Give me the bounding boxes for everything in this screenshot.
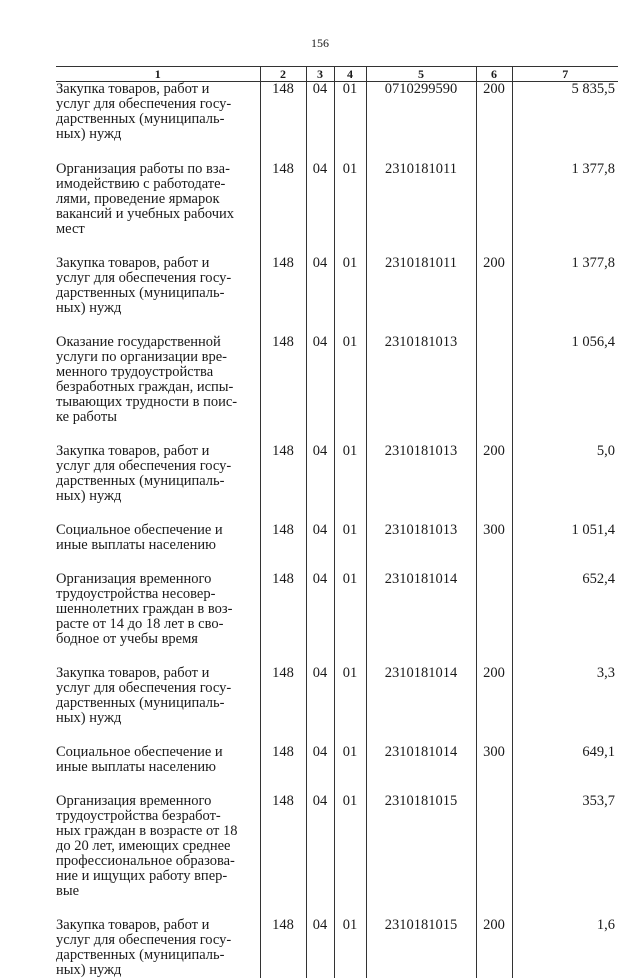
cell-section: 04 [306,162,334,256]
description-line: вакансий и учебных рабочих [56,207,254,222]
cell-expense-type: 200 [476,82,512,163]
cell-section: 04 [306,444,334,523]
col-header-3: 3 [306,67,334,82]
row-description [56,572,260,666]
description-line: ных граждан в возрасте от 18 [56,824,254,839]
description-line: имодействию с работодате- [56,177,254,192]
cell-subsection: 01 [334,523,366,572]
description-line: тывающих трудности в поис- [56,395,254,410]
table-row [56,162,618,256]
table-row [56,444,618,523]
cell-subsection: 01 [334,666,366,745]
cell-target-article: 2310181013 [366,523,476,572]
description-line: дарственных (муниципаль- [56,474,254,489]
cell-target-article: 2310181015 [366,918,476,978]
cell-target-article: 2310181014 [366,572,476,666]
table-row [56,666,618,745]
cell-admin-code: 148 [260,256,306,335]
page-number: 156 [0,36,640,51]
cell-section: 04 [306,256,334,335]
col-header-4: 4 [334,67,366,82]
description-line: иные выплаты населению [56,760,254,775]
description-line: дарственных (муниципаль- [56,112,254,127]
description-line: Закупка товаров, работ и [56,82,254,97]
description-line: ке работы [56,410,254,425]
cell-amount: 1 051,4 [512,523,618,572]
cell-expense-type: 200 [476,444,512,523]
description-line: услуг для обеспечения госу- [56,97,254,112]
description-line: расте от 14 до 18 лет в сво- [56,617,254,632]
cell-subsection: 01 [334,335,366,444]
cell-admin-code: 148 [260,918,306,978]
cell-amount: 5 835,5 [512,82,618,163]
cell-subsection: 01 [334,162,366,256]
description-line: услуг для обеспечения госу- [56,271,254,286]
cell-amount: 649,1 [512,745,618,794]
cell-section: 04 [306,794,334,918]
row-description [56,256,260,335]
description-line: Закупка товаров, работ и [56,256,254,271]
description-line: профессиональное образова- [56,854,254,869]
cell-target-article: 2310181014 [366,666,476,745]
cell-amount: 353,7 [512,794,618,918]
row-description [56,335,260,444]
cell-subsection: 01 [334,745,366,794]
description-line: Закупка товаров, работ и [56,918,254,933]
col-header-2: 2 [260,67,306,82]
description-line: Оказание государственной [56,335,254,350]
table-row [56,572,618,666]
description-line: ных) нужд [56,301,254,316]
cell-section: 04 [306,572,334,666]
cell-section: 04 [306,745,334,794]
cell-admin-code: 148 [260,162,306,256]
cell-expense-type: 300 [476,523,512,572]
description-line: дарственных (муниципаль- [56,696,254,711]
table-row [56,794,618,918]
cell-admin-code: 148 [260,444,306,523]
budget-table [56,66,618,978]
cell-expense-type: 300 [476,745,512,794]
row-description [56,794,260,918]
description-line: Закупка товаров, работ и [56,666,254,681]
row-description [56,162,260,256]
description-line: трудоустройства несовер- [56,587,254,602]
cell-amount: 1 056,4 [512,335,618,444]
cell-admin-code: 148 [260,335,306,444]
cell-target-article: 2310181013 [366,444,476,523]
description-line: ных) нужд [56,963,254,978]
cell-subsection: 01 [334,256,366,335]
cell-amount: 652,4 [512,572,618,666]
cell-target-article: 2310181013 [366,335,476,444]
cell-target-article: 0710299590 [366,82,476,163]
table-body [56,82,618,978]
description-line: ных) нужд [56,127,254,142]
cell-admin-code: 148 [260,572,306,666]
cell-expense-type [476,572,512,666]
cell-target-article: 2310181011 [366,162,476,256]
row-description [56,745,260,794]
cell-subsection: 01 [334,572,366,666]
description-line: бодное от учебы время [56,632,254,647]
col-header-6: 6 [476,67,512,82]
cell-admin-code: 148 [260,523,306,572]
description-line: дарственных (муниципаль- [56,948,254,963]
row-description [56,523,260,572]
description-line: менного трудоустройства [56,365,254,380]
cell-amount: 1 377,8 [512,162,618,256]
description-line: услуг для обеспечения госу- [56,933,254,948]
description-line: иные выплаты населению [56,538,254,553]
row-description [56,444,260,523]
table-row [56,82,618,163]
row-description [56,82,260,163]
cell-expense-type [476,162,512,256]
cell-target-article: 2310181014 [366,745,476,794]
cell-admin-code: 148 [260,745,306,794]
col-header-7: 7 [512,67,618,82]
table-row [56,523,618,572]
cell-admin-code: 148 [260,666,306,745]
description-line: Социальное обеспечение и [56,745,254,760]
description-line: Организация временного [56,794,254,809]
description-line: Организация временного [56,572,254,587]
table-row [56,745,618,794]
cell-expense-type: 200 [476,256,512,335]
cell-amount: 5,0 [512,444,618,523]
description-line: Закупка товаров, работ и [56,444,254,459]
description-line: услуги по организации вре- [56,350,254,365]
col-header-1: 1 [56,67,260,82]
description-line: ние и ищущих работу впер- [56,869,254,884]
cell-expense-type: 200 [476,666,512,745]
cell-target-article: 2310181015 [366,794,476,918]
cell-expense-type [476,794,512,918]
cell-expense-type [476,335,512,444]
description-line: шеннолетних граждан в воз- [56,602,254,617]
cell-amount: 1 377,8 [512,256,618,335]
cell-subsection: 01 [334,794,366,918]
table-row [56,335,618,444]
row-description [56,918,260,978]
table-row [56,918,618,978]
cell-amount: 1,6 [512,918,618,978]
description-line: ных) нужд [56,489,254,504]
col-header-5: 5 [366,67,476,82]
cell-section: 04 [306,666,334,745]
description-line: Социальное обеспечение и [56,523,254,538]
description-line: безработных граждан, испы- [56,380,254,395]
description-line: ных) нужд [56,711,254,726]
cell-admin-code: 148 [260,794,306,918]
header-row [56,67,618,82]
description-line: трудоустройства безработ- [56,809,254,824]
cell-target-article: 2310181011 [366,256,476,335]
cell-section: 04 [306,523,334,572]
description-line: лями, проведение ярмарок [56,192,254,207]
description-line: услуг для обеспечения госу- [56,459,254,474]
description-line: до 20 лет, имеющих среднее [56,839,254,854]
cell-subsection: 01 [334,918,366,978]
table-row [56,256,618,335]
cell-section: 04 [306,82,334,163]
cell-subsection: 01 [334,82,366,163]
cell-subsection: 01 [334,444,366,523]
cell-section: 04 [306,335,334,444]
description-line: вые [56,884,254,899]
cell-expense-type: 200 [476,918,512,978]
cell-admin-code: 148 [260,82,306,163]
description-line: услуг для обеспечения госу- [56,681,254,696]
row-description [56,666,260,745]
cell-amount: 3,3 [512,666,618,745]
cell-section: 04 [306,918,334,978]
description-line: Организация работы по вза- [56,162,254,177]
description-line: дарственных (муниципаль- [56,286,254,301]
description-line: мест [56,222,254,237]
